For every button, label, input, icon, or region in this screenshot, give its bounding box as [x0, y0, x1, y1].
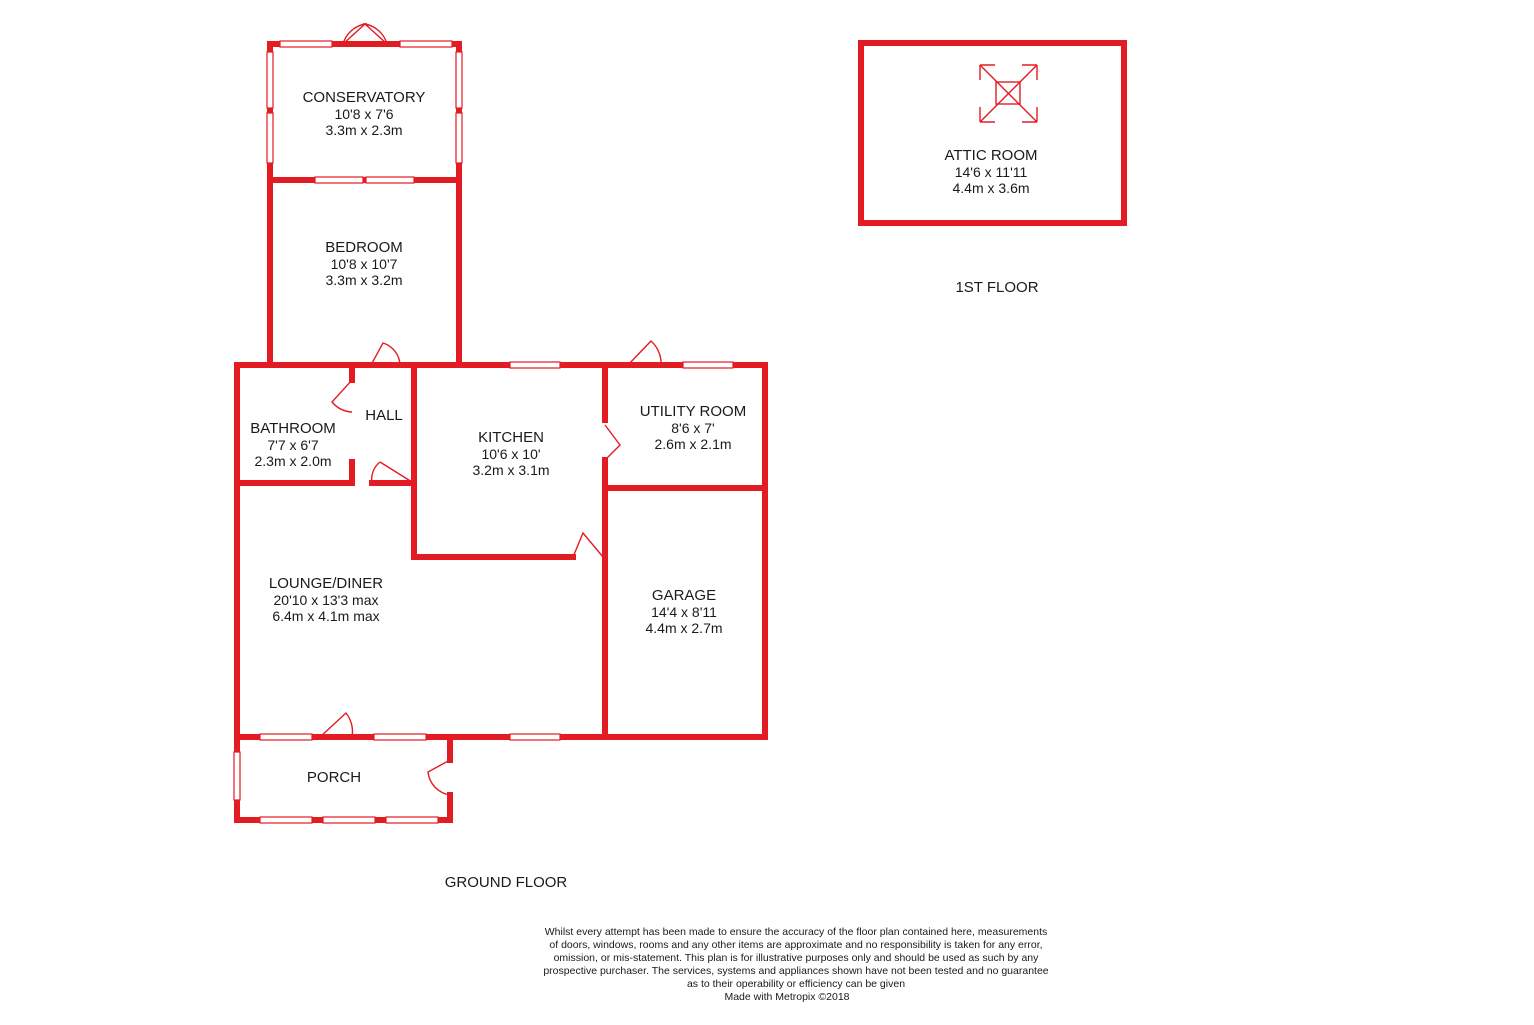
- window: [400, 41, 452, 47]
- roof-window-icon: [980, 65, 1037, 122]
- room-labels: [250, 89, 1037, 786]
- disclaimer-line: Whilst every attempt has been made to ensure the accuracy of the floor plan contained here, measurements: [544, 926, 1048, 938]
- window: [234, 752, 240, 800]
- window: [260, 734, 312, 740]
- door-swing: [320, 713, 352, 737]
- window: [315, 177, 363, 183]
- attic-room-outline: [861, 43, 1124, 223]
- utility-room-imperial: 8'6 x 7': [671, 420, 715, 436]
- bedroom-imperial: 10'8 x 10'7: [330, 256, 398, 272]
- conservatory-metric: 3.3m x 2.3m: [325, 122, 403, 138]
- window: [386, 817, 438, 823]
- door-swing: [372, 462, 380, 483]
- door-swing: [605, 425, 620, 460]
- door-swing: [332, 380, 352, 412]
- utility-room-name: UTILITY ROOM: [639, 403, 747, 420]
- bedroom-name: BEDROOM: [325, 239, 403, 256]
- disclaimer-credit: Made with Metropix ©2018: [724, 991, 850, 1003]
- porch-name: PORCH: [306, 769, 362, 786]
- disclaimer-line: of doors, windows, rooms and any other items are approximate and no responsibility is taken for any error,: [549, 939, 1043, 951]
- kitchen-name: KITCHEN: [478, 429, 544, 446]
- window: [456, 52, 462, 108]
- conservatory-imperial: 10'8 x 7'6: [334, 106, 394, 122]
- hall-name: HALL: [365, 407, 403, 424]
- bathroom-name: BATHROOM: [250, 420, 336, 437]
- window: [374, 734, 426, 740]
- window: [260, 817, 312, 823]
- door-swing: [628, 341, 661, 365]
- lounge-diner-imperial: 20'10 x 13'3 max: [273, 592, 379, 608]
- kitchen-metric: 3.2m x 3.1m: [472, 462, 550, 478]
- garage-metric: 4.4m x 2.7m: [645, 620, 723, 636]
- window: [510, 734, 560, 740]
- attic-room-name: ATTIC ROOM: [944, 147, 1038, 164]
- door-swing: [371, 343, 400, 365]
- bathroom-imperial: 7'7 x 6'7: [267, 437, 319, 453]
- first-floor-walls: [861, 43, 1124, 223]
- window: [510, 362, 560, 368]
- window: [456, 113, 462, 163]
- door-swing: [380, 462, 412, 482]
- bedroom-metric: 3.3m x 3.2m: [325, 272, 403, 288]
- utility-room-metric: 2.6m x 2.1m: [654, 436, 732, 452]
- conservatory-name: CONSERVATORY: [302, 89, 426, 106]
- attic-room-metric: 4.4m x 3.6m: [952, 180, 1030, 196]
- lounge-diner-name: LOUNGE/DINER: [268, 575, 384, 592]
- door-swing: [573, 533, 603, 557]
- garage-imperial: 14'4 x 8'11: [651, 604, 717, 620]
- disclaimer: [543, 926, 1048, 1003]
- window: [323, 817, 375, 823]
- disclaimer-line: prospective purchaser. The services, systems and appliances shown have not been tested and no guarantee: [543, 965, 1049, 977]
- attic-room-imperial: 14'6 x 11'11: [954, 164, 1028, 180]
- window: [683, 362, 733, 368]
- bathroom-metric: 2.3m x 2.0m: [254, 453, 332, 469]
- kitchen-imperial: 10'6 x 10': [481, 446, 541, 462]
- disclaimer-line: as to their operability or efficiency can be given: [686, 978, 906, 990]
- window: [267, 113, 273, 163]
- door-swing: [428, 760, 450, 795]
- ground-floor-label: GROUND FLOOR: [444, 874, 568, 891]
- lounge-diner-metric: 6.4m x 4.1m max: [272, 608, 380, 624]
- garage-name: GARAGE: [651, 587, 717, 604]
- first-floor-label: 1ST FLOOR: [955, 279, 1039, 296]
- window: [366, 177, 414, 183]
- disclaimer-line: omission, or mis-statement. This plan is for illustrative purposes only and should be used as such by any: [553, 952, 1039, 964]
- window: [280, 41, 332, 47]
- window: [267, 52, 273, 108]
